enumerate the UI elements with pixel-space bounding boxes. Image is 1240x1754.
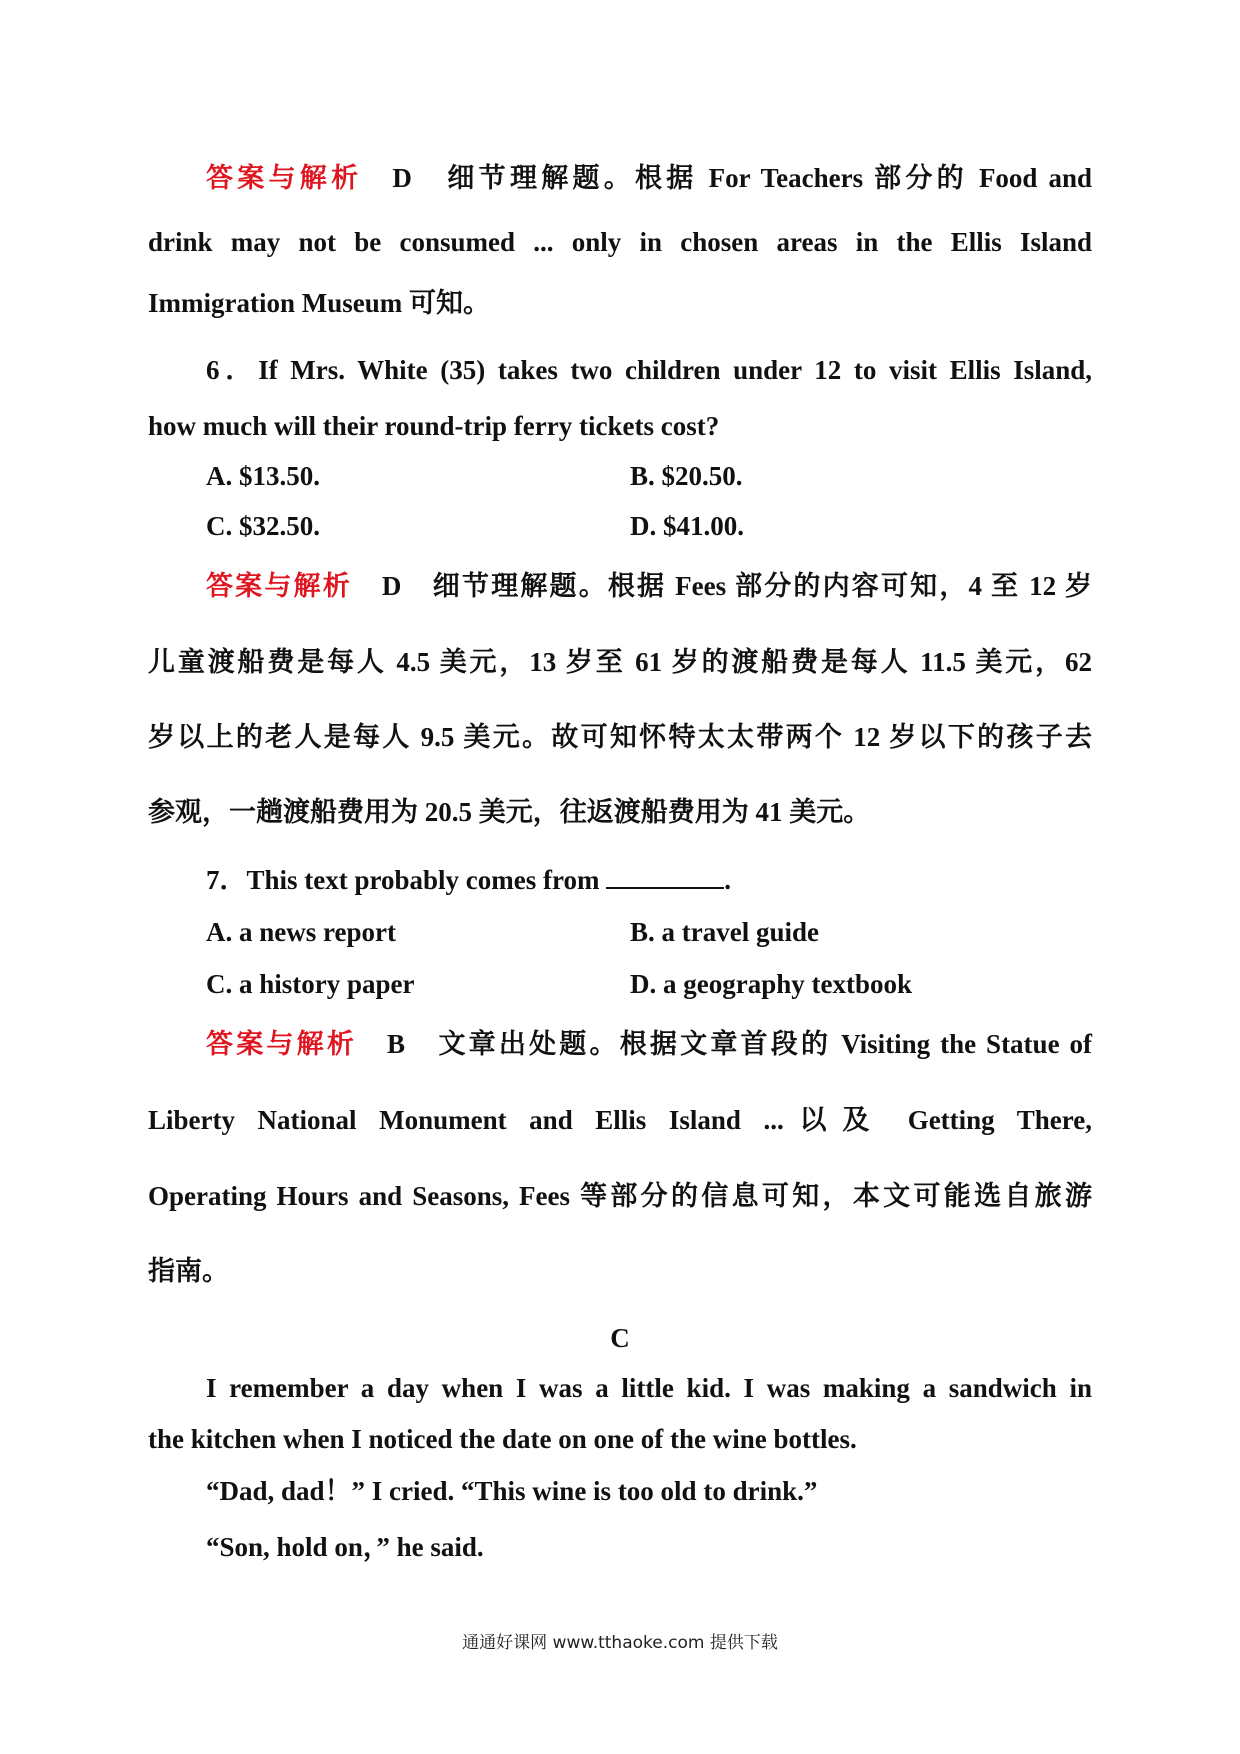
answer-blank [606, 865, 724, 889]
question6-line-2: how much will their round-trip ferry tickets cost? [148, 411, 720, 441]
q6-option-c: C. $32.50. [206, 511, 320, 541]
answer5-line-2: drink may not be consumed ... only in chosen areas in the Ellis Island [148, 227, 1092, 257]
answer-label: 答案与解析 [206, 571, 352, 601]
answer5-line-3: Immigration Museum 可知。 [148, 288, 490, 318]
answer6-line-4: 参观，一趟渡船费用为 20.5 美元，往返渡船费用为 41 美元。 [148, 797, 871, 827]
answer7-line-4: 指南。 [148, 1256, 229, 1286]
answer5-line-1: 答案与解析 D 细节理解题。根据 For Teachers 部分的 Food and [206, 163, 1093, 193]
q7-option-d: D. a geography textbook [630, 969, 912, 999]
passage-paragraph-1-line-1: I remember a day when I was a little kid. I was making a sandwich in [206, 1373, 1092, 1403]
q7-option-a: A. a news report [206, 917, 396, 947]
passage-paragraph-2: “Dad, dad！” I cried. “This wine is too old to drink.” [206, 1476, 818, 1506]
answer6-line-1: 答案与解析 D 细节理解题。根据 Fees 部分的内容可知，4 至 12 岁 [206, 571, 1093, 601]
footer-watermark: 通通好课网 www.tthaoke.com 提供下载 [462, 1633, 778, 1653]
answer6-line-2: 儿童渡船费是每人 4.5 美元，13 岁至 61 岁的渡船费是每人 11.5 美元，62 [148, 647, 1092, 677]
q6-option-b: B. $20.50. [630, 461, 743, 491]
answer6-line-3: 岁以上的老人是每人 9.5 美元。故可知怀特太太带两个 12 岁以下的孩子去 [148, 722, 1092, 752]
passage-paragraph-1-line-2: the kitchen when I noticed the date on one of the wine bottles. [148, 1424, 857, 1454]
answer-label: 答案与解析 [206, 1029, 358, 1059]
answer7-line-3: Operating Hours and Seasons, Fees 等部分的信息可知，本文可能选自旅游 [148, 1181, 1092, 1211]
answer7-line-1: 答案与解析 B 文章出处题。根据文章首段的 Visiting the Statue of [206, 1029, 1092, 1059]
passage-heading: C [610, 1323, 630, 1353]
answer-label: 答案与解析 [206, 163, 363, 193]
q6-option-a: A. $13.50. [206, 461, 320, 491]
passage-paragraph-3: “Son, hold on，” he said. [206, 1532, 484, 1562]
answer7-line-2: Liberty National Monument and Ellis Island ...以及 Getting There, [148, 1105, 1092, 1135]
question7-stem: 7．This text probably comes from . [206, 865, 731, 895]
q6-option-d: D. $41.00. [630, 511, 744, 541]
q7-option-c: C. a history paper [206, 969, 415, 999]
question6-line-1: 6．If Mrs. White (35) takes two children under 12 to visit Ellis Island, [206, 355, 1092, 385]
q7-option-b: B. a travel guide [630, 917, 819, 947]
